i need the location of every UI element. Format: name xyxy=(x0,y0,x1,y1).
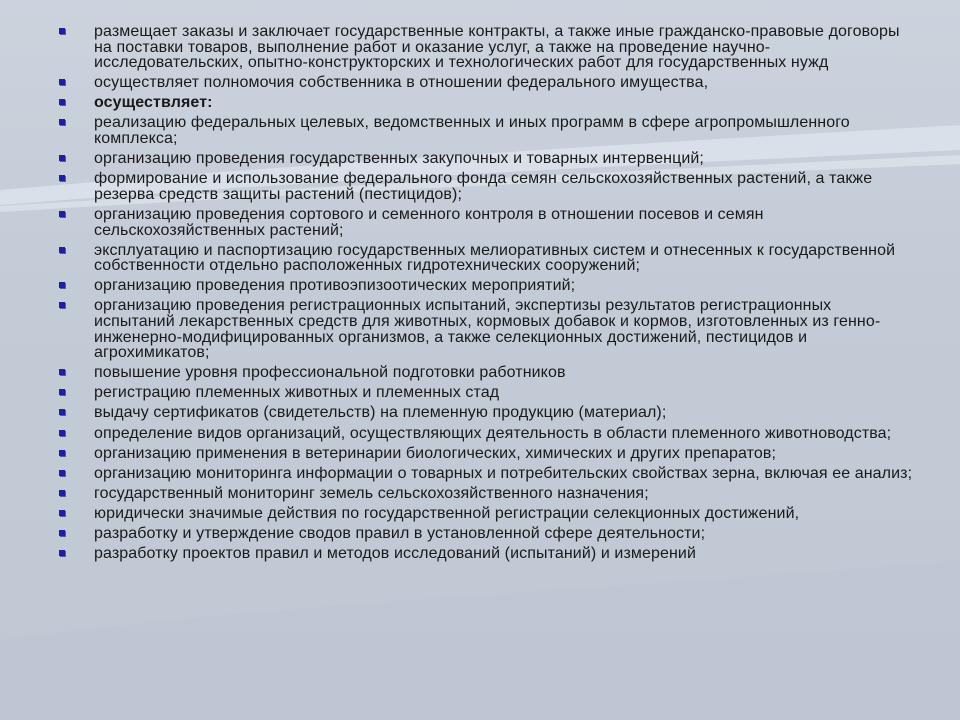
list-item-text: эксплуатацию и паспортизацию государственных мелиоративных систем и отнесенных к государственной собственности отдельно расположенных гидротехнических сооружений; xyxy=(94,241,896,275)
list-item-text: регистрацию племенных животных и племенных стад xyxy=(94,384,500,402)
list-item-text: организацию мониторинга информации о товарных и потребительских свойствах зерна, включая ее анализ; xyxy=(94,464,913,482)
list-item-heading xyxy=(56,95,916,111)
square-bullet-icon xyxy=(59,369,65,375)
list-item xyxy=(56,24,916,71)
square-bullet-icon xyxy=(59,155,65,161)
square-bullet-icon xyxy=(59,99,65,105)
list-item-text: реализацию федеральных целевых, ведомственных и иных программ в сфере агропромышленного комплекса; xyxy=(94,114,850,148)
list-item xyxy=(56,466,916,482)
list-item xyxy=(56,298,916,360)
list-item-text: организацию проведения сортового и семенного контроля в отношении посевов и семян сельскохозяйственных растений; xyxy=(94,205,764,239)
square-bullet-icon xyxy=(59,211,65,217)
list-item-text: юридически значимые действия по государственной регистрации селекционных достижений, xyxy=(94,504,800,522)
list-item xyxy=(56,243,916,274)
list-item-text: формирование и использование федерального фонда семян сельскохозяйственных растений, а также резерва средств защиты растений (пестицидов); xyxy=(94,170,873,203)
list-item xyxy=(56,526,916,542)
square-bullet-icon xyxy=(59,510,65,516)
list-item xyxy=(56,115,916,146)
list-item xyxy=(56,365,916,381)
list-item-text: размещает заказы и заключает государственные контракты, а также иные гражданско-правовые договоры на поставки товаров, выполнение работ и оказание услуг, а также на проведение научно-исследовательских, опытно-конструкторских и технологических работ для государственных нужд xyxy=(94,23,900,72)
list-item xyxy=(56,546,916,562)
list-item xyxy=(56,171,916,202)
list-item xyxy=(56,426,916,442)
square-bullet-icon xyxy=(59,302,65,308)
list-item xyxy=(56,151,916,167)
square-bullet-icon xyxy=(59,119,65,125)
square-bullet-icon xyxy=(59,28,65,34)
list-item-text: определение видов организаций, осуществляющих деятельность в области племенного животноводства; xyxy=(94,424,892,442)
square-bullet-icon xyxy=(59,550,65,556)
list-item-text: организацию проведения государственных закупочных и товарных интервенций; xyxy=(94,150,704,168)
list-item-text: организацию проведения противоэпизоотических мероприятий; xyxy=(94,277,576,295)
list-item-text: организацию проведения регистрационных испытаний, экспертизы результатов регистрационных испытаний лекарственных средств для животных, кормовых добавок и кормов, изготовленных из генно-инженерно-модифицированных организмов, а также селекционных достижений, пестицидов и агрохимикатов; xyxy=(94,297,881,362)
list-item xyxy=(56,75,916,91)
square-bullet-icon xyxy=(59,490,65,496)
bullet-list xyxy=(56,24,916,566)
square-bullet-icon xyxy=(59,470,65,476)
list-item xyxy=(56,405,916,421)
list-item xyxy=(56,446,916,462)
list-item xyxy=(56,385,916,401)
square-bullet-icon xyxy=(59,530,65,536)
list-item-text: осуществляет полномочия собственника в отношении федерального имущества, xyxy=(94,74,709,92)
list-item-text: разработку проектов правил и методов исследований (испытаний) и измерений xyxy=(94,545,697,563)
list-item-text: выдачу сертификатов (свидетельств) на племенную продукцию (материал); xyxy=(94,404,667,422)
list-item xyxy=(56,506,916,522)
square-bullet-icon xyxy=(59,450,65,456)
list-item-text: государственный мониторинг земель сельскохозяйственного назначения; xyxy=(94,484,649,502)
list-item-text: организацию применения в ветеринарии биологических, химических и других препаратов; xyxy=(94,444,777,462)
list-item-text: повышение уровня профессиональной подготовки работников xyxy=(94,364,566,382)
square-bullet-icon xyxy=(59,389,65,395)
square-bullet-icon xyxy=(59,79,65,85)
list-item-text: разработку и утверждение сводов правил в установленной сфере деятельности; xyxy=(94,525,706,543)
list-item xyxy=(56,278,916,294)
square-bullet-icon xyxy=(59,282,65,288)
square-bullet-icon xyxy=(59,430,65,436)
list-item xyxy=(56,207,916,238)
list-item xyxy=(56,486,916,502)
list-item-text: осуществляет: xyxy=(94,94,213,112)
square-bullet-icon xyxy=(59,247,65,253)
square-bullet-icon xyxy=(59,409,65,415)
square-bullet-icon xyxy=(59,175,65,181)
